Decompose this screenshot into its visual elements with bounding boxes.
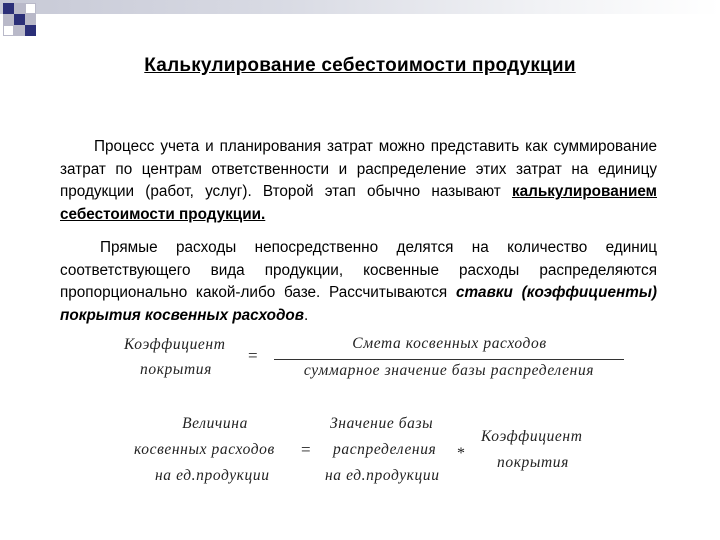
paragraph-2-end: . [304,306,309,324]
decor-square-white [25,3,36,14]
formula1-fraction-line [274,359,624,360]
formula2-equals: = [301,440,312,459]
formula2-c-line2: покрытия [497,454,569,471]
decor-square-navy [3,3,14,14]
decor-square-gray [25,14,36,25]
formula2-a-line1: Величина [182,415,248,432]
decor-square-navy [25,25,36,36]
paragraph-1-text: Процесс учета и планирования затрат можно представить как суммирование затрат по центрам ответственности и распределение этих затрат на единицу продукции (работ, услуг). Второй этап обычно называют [60,138,657,200]
decor-square-white [3,25,14,36]
paragraph-1-highlight: калькулированием себестоимости продукции. [60,183,657,223]
formula2-c-line1: Коэффициент [481,428,583,445]
paragraph-2 [60,237,657,327]
decor-square-gray [14,3,25,14]
formula1-equals: = [248,346,259,365]
decor-square-gray [14,25,25,36]
formula1-lhs-line2: покрытия [140,361,212,378]
decor-square-gray [3,14,14,25]
formula2-b-line1: Значение базы [330,415,434,432]
formula1-denominator: суммарное значение базы распределения [303,362,595,379]
formula2-times: * [457,445,466,462]
formula2-a-line2: косвенных расходов [134,441,275,458]
formula2-b-line3: на ед.продукции [325,467,440,484]
top-decorative-bar [0,0,720,14]
formula2-b-line2: распределения [333,441,437,458]
formula1-numerator: Смета косвенных расходов [352,335,547,352]
paragraph-2-text: Прямые расходы непосредственно делятся на количество единиц соответствующего вида продукции, косвенные расходы распределяются пропорционально какой-либо базе. Рассчитываются [60,239,657,301]
formula2-a-line3: на ед.продукции [155,467,270,484]
formula1-lhs-line1: Коэффициент [124,336,226,353]
paragraph-2-highlight: ставки (коэффициенты) покрытия косвенных расходов [60,284,657,324]
decor-square-navy [14,14,25,25]
paragraph-1 [60,136,657,226]
page-title: Калькулирование себестоимости продукции [144,55,576,76]
